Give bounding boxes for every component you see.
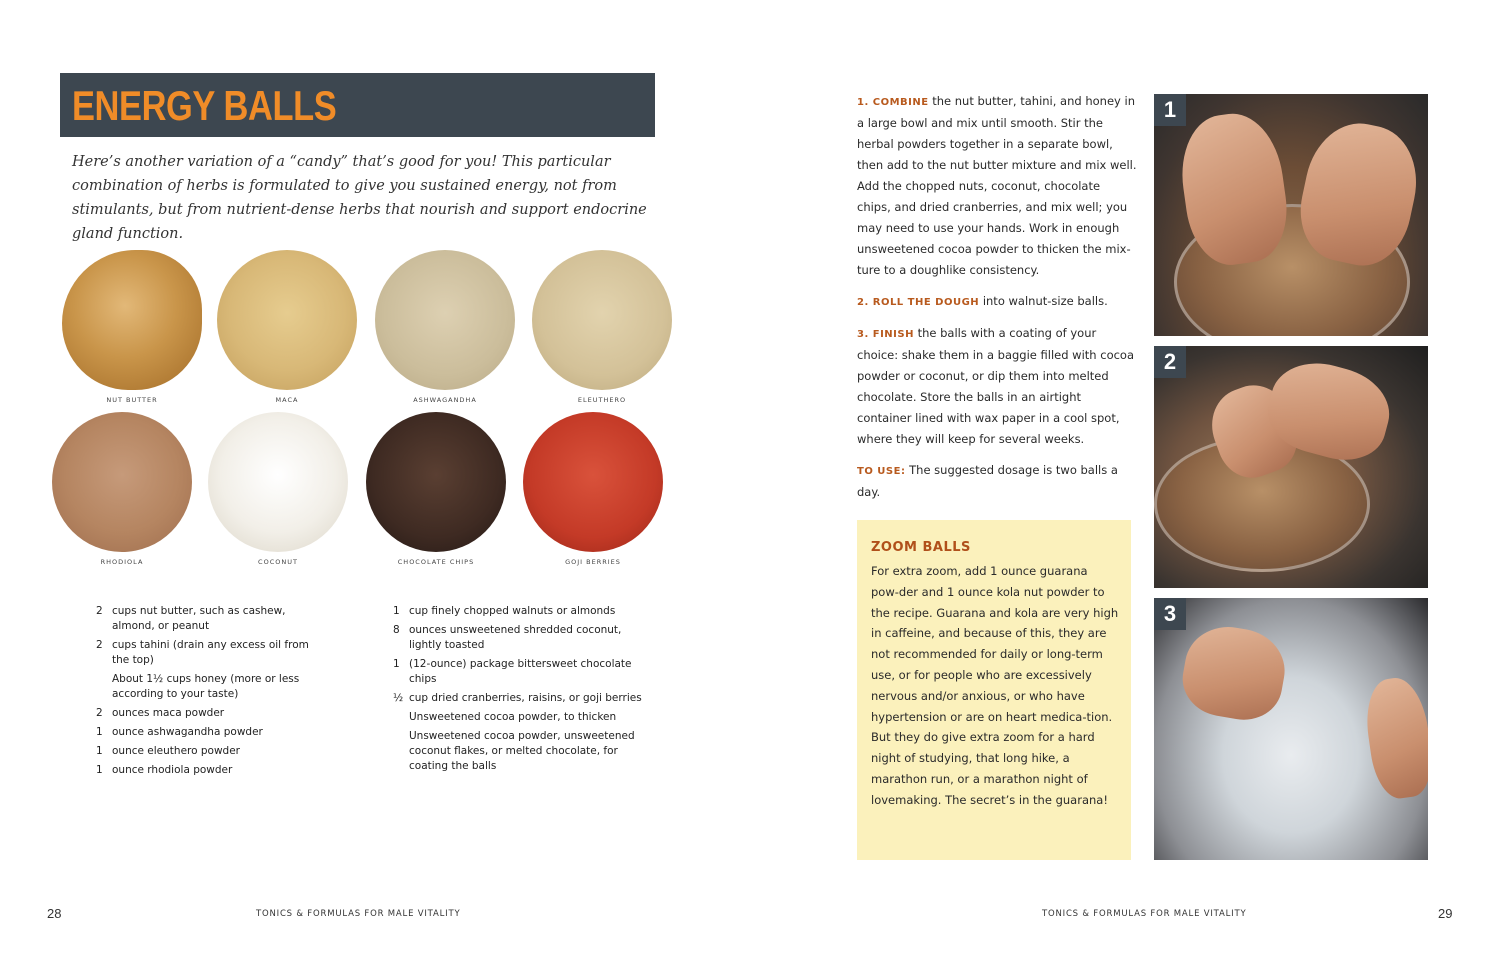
list-item	[96, 706, 316, 721]
ingredient-photo-coconut	[198, 412, 358, 566]
list-item	[96, 725, 316, 740]
list-item	[96, 744, 316, 759]
recipe-title: ENERGY BALLS	[72, 82, 337, 129]
ingredient-text: cup dried cranberries, raisins, or goji berries	[409, 692, 642, 704]
ingredient-text: cup finely chopped walnuts or almonds	[409, 605, 616, 617]
step-lead: 2. ROLL THE DOUGH	[857, 297, 980, 308]
list-item	[393, 604, 653, 619]
ingredient-text: ounce rhodiola powder	[112, 764, 233, 776]
ingredient-photo-chocolate-chips	[356, 412, 516, 566]
sidebar-text: For extra zoom, add 1 ounce guarana pow-der and 1 ounce kola nut powder to the recipe. Guarana and kola are very high in caffeine, and because of this, they are not recommended for daily or long-term use, or for people who are excessively nervous and/or anxious, or who have hypertension or are on heart medica-tion. But they do give extra zoom for a hard night of studying, that long hike, a marathon run, or a marathon night of lovemaking. The secret’s in the guarana!	[871, 564, 1119, 807]
ingredient-text: Unsweetened cocoa powder, to thicken	[409, 711, 617, 723]
page-number-left: 28	[47, 906, 62, 921]
step-to-use	[857, 460, 1137, 503]
step-text: into walnut-size balls.	[979, 294, 1108, 308]
step-2	[857, 291, 1137, 313]
list-item	[393, 657, 653, 687]
running-head-left: TONICS & FORMULAS FOR MALE VITALITY	[256, 909, 461, 919]
ingredient-qty: 1	[96, 764, 103, 776]
ingredient-text: ounce eleuthero powder	[112, 745, 240, 757]
ingredient-text: ounces maca powder	[112, 707, 225, 719]
step-lead: TO USE:	[857, 466, 906, 477]
ingredient-qty: 1	[393, 605, 400, 617]
hand-shape	[1361, 674, 1428, 801]
ingredient-caption: ASHWAGANDHA	[413, 396, 477, 404]
method-steps	[857, 91, 1137, 513]
right-page	[750, 0, 1500, 964]
chocolate-chips-photo	[366, 412, 506, 552]
step-text: The suggested dosage is two balls a day.	[857, 463, 1118, 499]
ingredient-photo-eleuthero	[522, 250, 682, 404]
ingredient-caption: ELEUTHERO	[577, 396, 627, 404]
title-banner	[60, 73, 655, 137]
ingredient-caption: RHODIOLA	[100, 558, 144, 566]
step-lead: 3. FINISH	[857, 329, 914, 340]
ingredient-caption: COCONUT	[258, 558, 298, 566]
ingredient-qty: 8	[393, 624, 400, 636]
list-item	[393, 710, 653, 725]
ingredient-qty: 1	[96, 726, 103, 738]
ingredient-qty: 1	[393, 658, 400, 670]
maca-powder-photo	[217, 250, 357, 390]
hands-mixing-dough-photo	[1154, 94, 1428, 336]
running-head-right: TONICS & FORMULAS FOR MALE VITALITY	[1042, 909, 1247, 919]
ingredient-text: ounce ashwagandha powder	[112, 726, 263, 738]
step-number-badge: 2	[1154, 346, 1186, 378]
list-item	[393, 691, 653, 706]
ingredient-photo-rhodiola	[42, 412, 202, 566]
ingredient-text: Unsweetened cocoa powder, unsweetened coconut flakes, or melted chocolate, for coating the balls	[409, 730, 635, 772]
ingredient-photo-maca	[207, 250, 367, 404]
ingredient-text: ounces unsweetened shredded coconut, lightly toasted	[409, 624, 622, 651]
nut-butter-photo	[62, 250, 202, 390]
ingredient-list-right	[393, 604, 653, 778]
ashwagandha-powder-photo	[375, 250, 515, 390]
list-item	[96, 763, 316, 778]
ingredient-photo-nut-butter	[52, 250, 212, 404]
ingredient-qty: 2	[96, 639, 103, 651]
ingredient-photo-goji-berries	[513, 412, 673, 566]
ingredient-text: cups tahini (drain any excess oil from the top)	[112, 639, 309, 666]
ingredient-caption: MACA	[275, 396, 299, 404]
list-item	[96, 672, 316, 702]
step-1	[857, 91, 1137, 281]
ingredient-qty: ½	[393, 692, 404, 704]
hand-shape	[1177, 620, 1291, 726]
list-item	[393, 623, 653, 653]
step-number-badge: 3	[1154, 598, 1186, 630]
goji-berries-photo	[523, 412, 663, 552]
step-3	[857, 323, 1137, 450]
ingredient-qty: 1	[96, 745, 103, 757]
ingredient-text: cups nut butter, such as cashew, almond, or peanut	[112, 605, 286, 632]
step-lead: 1. COMBINE	[857, 97, 929, 108]
list-item	[96, 638, 316, 668]
page-number-right: 29	[1438, 906, 1453, 921]
baggie-coating-photo	[1154, 598, 1428, 860]
hands-rolling-balls-photo	[1154, 346, 1428, 588]
eleuthero-powder-photo	[532, 250, 672, 390]
ingredient-caption: CHOCOLATE CHIPS	[397, 558, 475, 566]
sidebar-title: ZOOM BALLS	[871, 540, 971, 555]
ingredient-text: (12-ounce) package bittersweet chocolate chips	[409, 658, 632, 685]
zoom-balls-sidebar	[857, 520, 1131, 860]
step-text: the balls with a coating of your choice: shake them in a baggie filled with cocoa powder or coconut, or dip them into melted chocolate. Store the balls in an airtight container lined with wax paper in a cool spot, where they will keep for several weeks.	[857, 326, 1135, 446]
step-number-badge: 1	[1154, 94, 1186, 126]
coconut-flakes-photo	[208, 412, 348, 552]
intro-paragraph: Here’s another variation of a “candy” that’s good for you! This particular combination of herbs is formulated to give you sustained energy, not from stimulants, but from nutrient-dense herbs that nourish and support endocrine gland function.	[72, 154, 647, 242]
ingredient-qty: 2	[96, 605, 103, 617]
rhodiola-powder-photo	[52, 412, 192, 552]
list-item	[96, 604, 316, 634]
ingredient-photo-ashwagandha	[365, 250, 525, 404]
ingredient-caption: GOJI BERRIES	[565, 558, 621, 566]
ingredient-text: About 1½ cups honey (more or less according to your taste)	[112, 673, 300, 700]
step-text: the nut butter, tahini, and honey in a large bowl and mix until smooth. Stir the herbal powders together in a separate bowl, then add to the nut butter mixture and mix well. Add the chopped nuts, coconut, chocolate chips, and dried cranberries, and mix well; you may need to use your hands. Work in enough unsweetened cocoa powder to thicken the mix-ture to a doughlike consistency.	[857, 94, 1137, 277]
list-item	[393, 729, 653, 774]
ingredient-caption: NUT BUTTER	[106, 396, 158, 404]
ingredient-qty: 2	[96, 707, 103, 719]
ingredient-list-left	[96, 604, 316, 782]
